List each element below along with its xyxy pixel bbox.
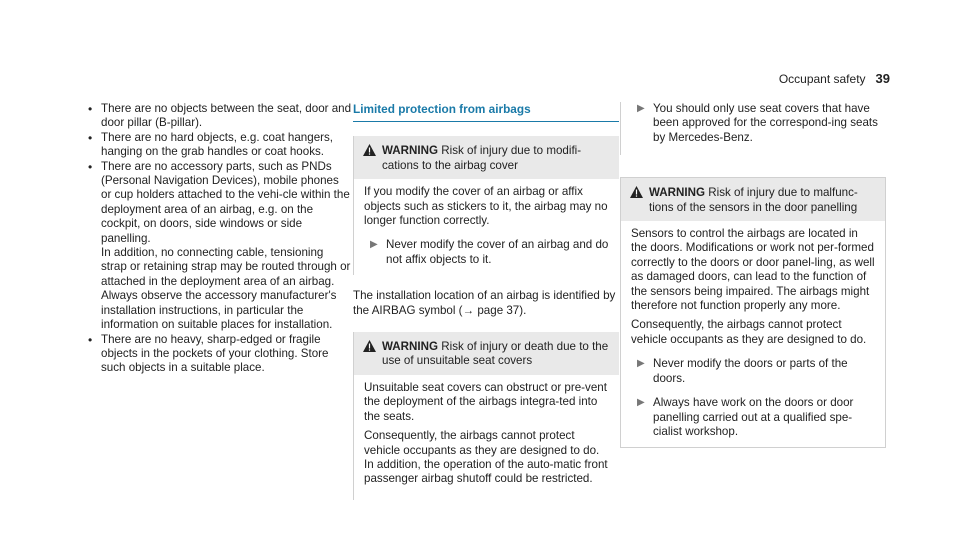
bullet-icon: •	[88, 130, 93, 145]
info-paragraph	[353, 289, 619, 318]
bullet-icon: •	[88, 102, 93, 116]
warning-text: Risk of injury due to modifi-cations to the airbag cover	[382, 144, 582, 172]
bullet-icon: •	[88, 332, 93, 347]
warning-label: WARNING	[382, 340, 439, 354]
warning-label: WARNING	[649, 186, 706, 200]
warning-continuation	[620, 102, 886, 155]
warning-body-text: Consequently, the airbags cannot protect vehicle occupants as they are designed to do.	[631, 318, 867, 346]
warning-body	[353, 375, 619, 500]
instruction-step	[631, 357, 877, 386]
column-3	[620, 102, 886, 448]
step-text: Never modify the doors or parts of the doors.	[653, 357, 848, 385]
page-number: 39	[875, 71, 890, 86]
section-title: Limited protection from airbags	[353, 102, 619, 122]
warning-header	[621, 178, 885, 221]
step-text: Always have work on the doors or door panelling carried out at a qualified spe-cialist workshop.	[653, 396, 854, 438]
warning-triangle-icon	[630, 186, 643, 198]
warning-body	[621, 221, 885, 447]
list-item	[86, 333, 352, 376]
checklist	[86, 102, 352, 376]
list-item-text: There are no heavy, sharp-edged or fragile objects in the pockets of your clothing. Store such objects in a suitable place.	[101, 332, 329, 375]
list-item	[86, 131, 352, 160]
list-item	[86, 102, 352, 131]
paragraph-text: The installation location of an airbag is identified by the AIRBAG symbol (→ page 37).	[353, 289, 616, 317]
list-item-text: There are no hard objects, e.g. coat hangers, hanging on the grab handles or coat hooks.	[101, 130, 334, 159]
warning-triangle-icon	[363, 340, 376, 352]
warning-body-text: Consequently, the airbags cannot protect vehicle occupants as they are designed to do. In addition, the operation of the auto-matic front passenger airbag shutoff could be restricted.	[364, 429, 608, 486]
step-arrow-icon: ▶	[637, 397, 645, 409]
instruction-step	[631, 102, 878, 145]
column-1	[86, 102, 352, 376]
warning-triangle-icon	[363, 144, 376, 156]
warning-box	[353, 136, 619, 275]
step-arrow-icon: ▶	[637, 358, 645, 370]
step-arrow-icon: ▶	[637, 103, 645, 114]
column-2	[353, 102, 619, 500]
list-item-text: There are no objects between the seat, door and door pillar (B-pillar).	[101, 102, 352, 130]
warning-label: WARNING	[382, 144, 439, 158]
warning-body-text: Sensors to control the airbags are located in the doors. Modifications or work not per-formed correctly to the doors or door panel-ling, as well as damaged doors, can lead to the function of the sensors being impaired. The airbags might therefore not function properly any more.	[631, 227, 875, 313]
section-name: Occupant safety	[778, 72, 866, 86]
warning-box	[353, 332, 619, 500]
warning-body-text: If you modify the cover of an airbag or affix objects such as stickers to it, the airbag may no longer function correctly.	[364, 185, 608, 228]
list-item-text: In addition, no connecting cable, tensioning strap or retaining strap may be routed through or attached in the deployment area of an airbag. Always observe the accessory manufacturer's installation instructions, in particular the information on suitable places for installation.	[101, 246, 351, 332]
warning-text: Risk of injury due to malfunc-tions of the sensors in the door panelling	[649, 186, 858, 214]
warning-body-text: Unsuitable seat covers can obstruct or pre-vent the deployment of the airbags integra-ted into the seats.	[364, 380, 607, 423]
bullet-icon: •	[88, 159, 93, 174]
step-text: You should only use seat covers that have been approved for the correspond-ing seats by Mercedes-Benz.	[653, 102, 878, 144]
warning-box	[620, 177, 886, 448]
page-header	[779, 72, 890, 86]
list-item	[86, 160, 352, 333]
instruction-step	[364, 238, 611, 267]
step-text: Never modify the cover of an airbag and do not affix objects to it.	[386, 238, 609, 266]
warning-header	[354, 332, 619, 375]
warning-header	[354, 136, 619, 179]
warning-text: Risk of injury or death due to the use of unsuitable seat covers	[382, 340, 609, 368]
warning-body	[353, 179, 619, 275]
step-arrow-icon: ▶	[370, 239, 378, 251]
list-item-text: There are no accessory parts, such as PNDs (Personal Navigation Devices), mobile phones or cup holders attached to the vehi-cle within the deployment area of an airbag, e.g. on the cockpit, on doors, side windows or side panelling.	[101, 159, 350, 245]
instruction-step	[631, 396, 877, 439]
